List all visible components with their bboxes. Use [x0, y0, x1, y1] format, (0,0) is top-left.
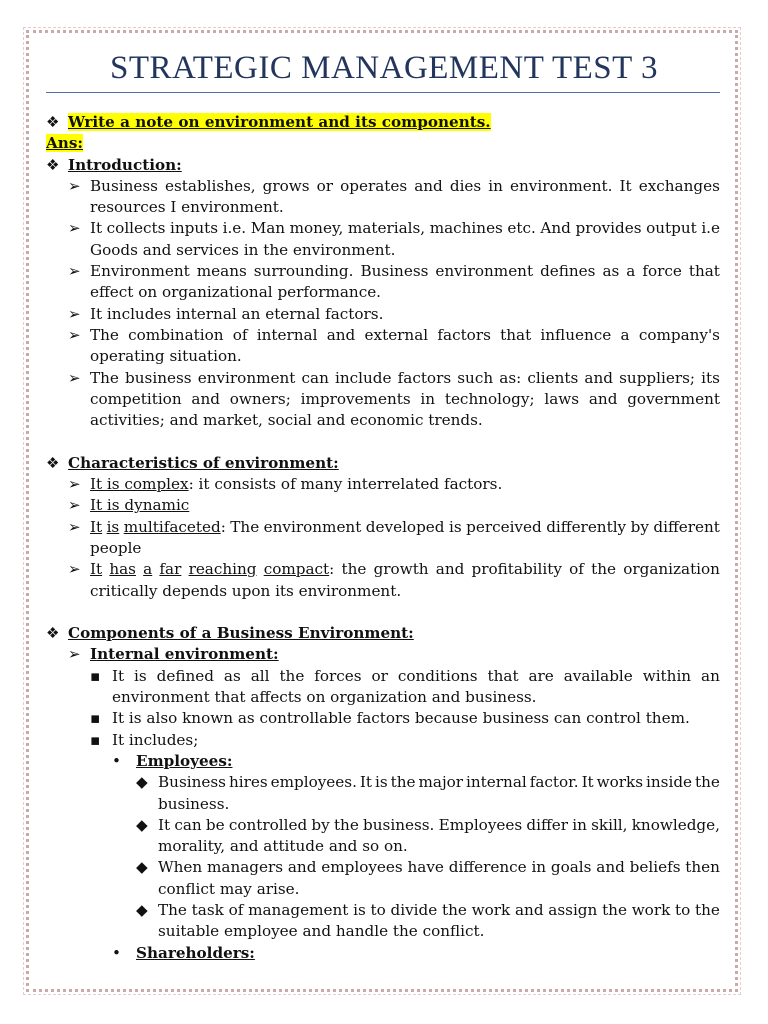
- subsection-heading: Internal environment:: [90, 645, 279, 664]
- word: work: [471, 900, 511, 919]
- square-bullet-icon: ▪: [90, 709, 101, 728]
- term-end: compact:: [263, 560, 335, 579]
- word: and: [596, 858, 625, 877]
- word: to: [370, 900, 386, 919]
- arrow-bullet-icon: ➢: [68, 304, 81, 323]
- word: influence: [540, 325, 612, 344]
- diamond-bullet-icon: ❖: [46, 453, 60, 472]
- word: and: [588, 389, 618, 408]
- word: The: [158, 900, 187, 919]
- justified-text: [90, 325, 720, 346]
- word: hires: [228, 773, 268, 792]
- word: managers: [206, 858, 284, 877]
- word: goals: [550, 858, 592, 877]
- word: and: [414, 176, 443, 195]
- word: employees.: [270, 773, 357, 792]
- intro-point: [46, 261, 720, 282]
- characteristic-item: [46, 474, 720, 495]
- intro-point: [46, 346, 720, 367]
- term-word: a: [143, 560, 153, 579]
- word: the: [442, 900, 467, 919]
- answer-label-line: [46, 133, 720, 154]
- arrow-bullet-icon: ➢: [68, 176, 81, 195]
- text: environment that affects on organization and business.: [112, 688, 537, 707]
- word: machines: [429, 219, 503, 238]
- justified-text: [90, 559, 720, 580]
- word: as: [602, 262, 620, 281]
- term-word: compact: [263, 560, 330, 579]
- word: surrounding.: [253, 262, 354, 281]
- term-word: has: [109, 560, 136, 579]
- word: And: [540, 219, 571, 238]
- word: that: [688, 262, 720, 281]
- arrow-bullet-icon: ➢: [68, 368, 81, 387]
- word: the: [695, 900, 720, 919]
- word: improvements: [300, 389, 411, 408]
- intro-point: [46, 282, 720, 303]
- word: differ: [526, 815, 569, 834]
- word: output: [646, 219, 697, 238]
- internal-point: [46, 666, 720, 687]
- word: laws: [544, 389, 580, 408]
- word: environment: [435, 262, 534, 281]
- employee-point: [46, 879, 720, 900]
- word: can: [301, 368, 329, 387]
- justified-text: [112, 666, 720, 687]
- intro-point: [46, 176, 720, 197]
- justified-text: [90, 261, 720, 282]
- intro-point: [46, 304, 720, 325]
- justified-text: [90, 368, 720, 389]
- characteristic-term: It is dynamic: [90, 496, 190, 515]
- word: Business: [360, 262, 429, 281]
- square-bullet-icon: ▪: [90, 666, 101, 685]
- internal-point: [46, 687, 720, 708]
- diamond-bullet-icon: ❖: [46, 624, 60, 643]
- word: It: [619, 176, 632, 195]
- answer-label: Ans:: [46, 134, 83, 153]
- word: then: [685, 858, 720, 877]
- word: the: [279, 666, 305, 685]
- word: by: [311, 815, 330, 834]
- word: money,: [289, 219, 344, 238]
- word: force: [642, 262, 682, 281]
- word: skill,: [591, 815, 628, 834]
- word: environment.: [509, 176, 613, 195]
- word: growth: [373, 560, 429, 579]
- intro-point: [46, 325, 720, 346]
- word: Business: [90, 176, 158, 195]
- text: Goods and services in the environment.: [90, 240, 396, 259]
- word: forces: [314, 666, 362, 685]
- word: in: [531, 858, 547, 877]
- employees-heading-line: [46, 751, 720, 772]
- text: effect on organizational performance.: [90, 283, 382, 302]
- intro-point: [46, 197, 720, 218]
- word: environment: [197, 368, 296, 387]
- document-body: [46, 112, 720, 964]
- characteristic-item: [46, 495, 720, 516]
- section-heading: Introduction:: [68, 155, 182, 174]
- word: that: [487, 666, 519, 685]
- intro-heading-line: [46, 155, 720, 176]
- word: business.: [363, 815, 435, 834]
- word: Employees: [438, 815, 523, 834]
- employee-point: [46, 857, 720, 878]
- word: defined: [156, 666, 214, 685]
- word: differently: [546, 517, 627, 536]
- word: have: [407, 858, 444, 877]
- dot-bullet-icon: •: [112, 943, 121, 962]
- question-line: [46, 112, 720, 133]
- diamond-bullet-icon: ❖: [46, 113, 60, 131]
- text: It includes internal an eternal factors.: [90, 304, 384, 323]
- word: an: [701, 666, 720, 685]
- word: and: [514, 900, 544, 919]
- term-word: It: [90, 560, 103, 579]
- text: people: [90, 538, 142, 557]
- word: be: [205, 815, 225, 834]
- text: It includes;: [112, 730, 199, 749]
- text: suitable employee and handle the conflict.: [158, 922, 485, 941]
- word: of: [228, 900, 244, 919]
- word: factor.: [529, 773, 579, 792]
- word: owners;: [229, 389, 291, 408]
- word: factors: [437, 325, 491, 344]
- internal-point: [46, 730, 720, 751]
- word: conditions: [397, 666, 478, 685]
- word: provides: [575, 219, 642, 238]
- arrow-bullet-icon: ➢: [68, 645, 81, 664]
- question-text: Write a note on environment and its components.: [68, 113, 491, 131]
- word: etc.: [507, 219, 536, 238]
- text: It is also known as controllable factors because business can control them.: [112, 709, 690, 728]
- arrow-bullet-icon: ➢: [68, 496, 81, 515]
- word: is: [448, 517, 462, 536]
- intro-point: [46, 218, 720, 239]
- word: operates: [340, 176, 408, 195]
- section-heading: Characteristics of environment:: [68, 453, 339, 472]
- characteristic-continuation: [46, 581, 720, 602]
- word: government: [627, 389, 720, 408]
- section-heading: Components of a Business Environment:: [68, 624, 414, 643]
- word: exchanges: [638, 176, 720, 195]
- text: morality, and attitude and so on.: [158, 837, 408, 856]
- word: technology;: [444, 389, 535, 408]
- arrow-bullet-icon: ➢: [68, 517, 81, 536]
- word: the: [333, 815, 359, 834]
- word: assign: [548, 900, 598, 919]
- justified-text: [90, 218, 720, 239]
- internal-point: [46, 708, 720, 729]
- word: a: [626, 262, 636, 281]
- internal-heading-line: [46, 644, 720, 665]
- word: or: [371, 666, 388, 685]
- text: resources I environment.: [90, 198, 284, 217]
- word: business: [125, 368, 192, 387]
- justified-text: [158, 900, 720, 921]
- subsection-heading: Shareholders:: [136, 943, 255, 962]
- employee-point: [46, 772, 720, 793]
- characteristic-item: [46, 559, 720, 580]
- word: beliefs: [629, 858, 681, 877]
- word: of: [232, 325, 248, 344]
- employee-point: [46, 815, 720, 836]
- word: and: [191, 389, 220, 408]
- word: dies: [449, 176, 482, 195]
- characteristic-item: [46, 517, 720, 538]
- word: to: [675, 900, 691, 919]
- word: Business: [158, 773, 226, 792]
- arrow-bullet-icon: ➢: [68, 219, 81, 238]
- employee-point: [46, 921, 720, 942]
- word: factors: [397, 368, 452, 387]
- word: its: [701, 368, 720, 387]
- word: inside: [646, 773, 693, 792]
- word: When: [158, 858, 203, 877]
- word: and: [435, 560, 465, 579]
- word: management: [248, 900, 349, 919]
- small-diamond-bullet-icon: ◆: [136, 815, 148, 834]
- word: in: [488, 176, 503, 195]
- word: Environment: [90, 262, 190, 281]
- term-word: reaching: [188, 560, 257, 579]
- word: It: [359, 773, 372, 792]
- small-diamond-bullet-icon: ◆: [136, 900, 148, 919]
- word: major: [418, 773, 464, 792]
- word: divide: [390, 900, 438, 919]
- word: as: [223, 666, 241, 685]
- word: within: [642, 666, 692, 685]
- word: clients: [527, 368, 579, 387]
- small-diamond-bullet-icon: ◆: [136, 858, 148, 877]
- word: the: [602, 900, 627, 919]
- term-word: It: [90, 517, 103, 536]
- word: establishes,: [165, 176, 256, 195]
- word: different: [653, 517, 720, 536]
- intro-point: [46, 240, 720, 261]
- word: i.e: [701, 219, 720, 238]
- employee-point: [46, 900, 720, 921]
- word: and: [584, 368, 613, 387]
- dot-bullet-icon: •: [112, 751, 121, 770]
- word: is: [353, 900, 366, 919]
- word: internal: [256, 325, 318, 344]
- shareholders-heading-line: [46, 943, 720, 964]
- word: controlled: [228, 815, 308, 834]
- justified-text: [158, 857, 720, 878]
- arrow-bullet-icon: ➢: [68, 262, 81, 281]
- arrow-bullet-icon: ➢: [68, 560, 81, 579]
- spacer: [46, 602, 720, 623]
- word: organization: [623, 560, 720, 579]
- text: business.: [158, 794, 230, 813]
- word: grows: [262, 176, 310, 195]
- word: include: [335, 368, 392, 387]
- word: The: [90, 368, 119, 387]
- term-word: multifaceted: [123, 517, 221, 536]
- word: the: [341, 560, 367, 579]
- text: critically depends upon its environment.: [90, 581, 402, 600]
- page-title: STRATEGIC MANAGEMENT TEST 3: [46, 40, 720, 93]
- word: collects: [106, 219, 166, 238]
- word: inputs: [170, 219, 219, 238]
- word: or: [316, 176, 334, 195]
- arrow-bullet-icon: ➢: [68, 325, 81, 344]
- justified-text: [158, 772, 720, 793]
- word: perceived: [466, 517, 542, 536]
- word: means: [196, 262, 247, 281]
- word: It: [90, 219, 103, 238]
- word: all: [250, 666, 270, 685]
- word: materials,: [347, 219, 426, 238]
- justified-text: [90, 389, 720, 410]
- intro-point: [46, 368, 720, 389]
- word: as:: [499, 368, 522, 387]
- word: The: [90, 325, 119, 344]
- word: environment: [263, 517, 362, 536]
- word: available: [563, 666, 633, 685]
- word: of: [569, 560, 584, 579]
- term-end: multifaceted:: [123, 517, 226, 536]
- justified-text: [90, 517, 720, 538]
- word: difference: [448, 858, 527, 877]
- word: competition: [90, 389, 182, 408]
- square-bullet-icon: ▪: [90, 730, 101, 749]
- employee-point: [46, 836, 720, 857]
- document-content: [46, 40, 720, 964]
- word: in: [420, 389, 436, 408]
- text: conflict may arise.: [158, 879, 300, 898]
- term-word: is: [106, 517, 120, 536]
- characteristic-continuation: [46, 538, 720, 559]
- subsection-heading: Employees:: [136, 751, 233, 770]
- word: is: [134, 666, 147, 685]
- employee-point: [46, 794, 720, 815]
- term-word: far: [159, 560, 182, 579]
- word: the: [695, 773, 720, 792]
- justified-text: [90, 176, 720, 197]
- word: and: [287, 858, 317, 877]
- word: knowledge,: [631, 815, 720, 834]
- text: activities; and market, social and economic trends.: [90, 411, 483, 430]
- word: defines: [540, 262, 596, 281]
- word: i.e.: [222, 219, 247, 238]
- diamond-bullet-icon: ❖: [46, 155, 60, 174]
- small-diamond-bullet-icon: ◆: [136, 773, 148, 792]
- word: The: [230, 517, 260, 536]
- justified-text: [158, 815, 720, 836]
- word: that: [500, 325, 532, 344]
- word: a: [620, 325, 630, 344]
- intro-point: [46, 389, 720, 410]
- characteristics-heading-line: [46, 453, 720, 474]
- word: and: [326, 325, 356, 344]
- components-heading-line: [46, 623, 720, 644]
- word: the: [390, 773, 416, 792]
- characteristic-text: : it consists of many interrelated factors.: [188, 475, 503, 494]
- word: works: [596, 773, 644, 792]
- word: by: [630, 517, 649, 536]
- word: the: [591, 560, 616, 579]
- word: work: [631, 900, 671, 919]
- arrow-bullet-icon: ➢: [68, 475, 81, 494]
- word: in: [572, 815, 587, 834]
- intro-point: [46, 410, 720, 431]
- word: profitability: [471, 560, 562, 579]
- word: company's: [638, 325, 720, 344]
- word: can: [174, 815, 202, 834]
- spacer: [46, 431, 720, 452]
- word: It: [112, 666, 125, 685]
- word: internal: [466, 773, 527, 792]
- word: task: [191, 900, 224, 919]
- word: are: [528, 666, 554, 685]
- word: employees: [321, 858, 403, 877]
- word: suppliers;: [619, 368, 696, 387]
- word: It: [581, 773, 594, 792]
- word: is: [374, 773, 388, 792]
- word: Man: [250, 219, 286, 238]
- text: operating situation.: [90, 347, 242, 366]
- word: such: [457, 368, 494, 387]
- word: combination: [128, 325, 224, 344]
- word: It: [158, 815, 171, 834]
- word: external: [364, 325, 429, 344]
- word: developed: [365, 517, 445, 536]
- characteristic-term: It is complex: [90, 475, 189, 494]
